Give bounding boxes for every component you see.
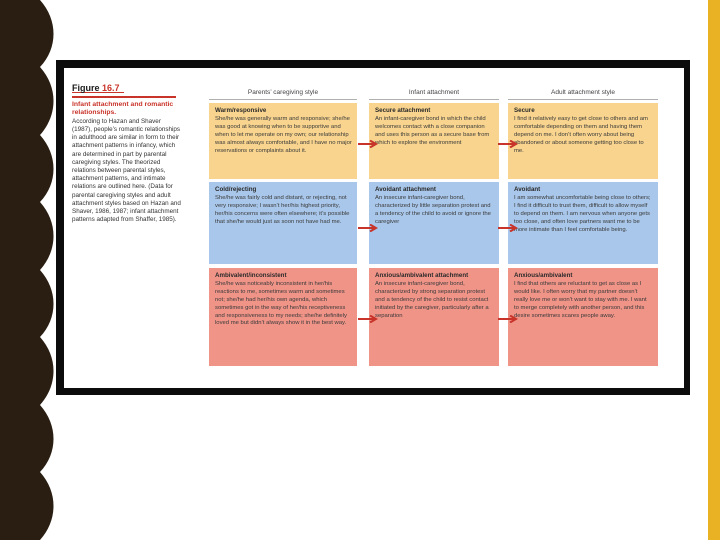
cell-text: She/he was noticeably inconsistent in her/his reactions to me, sometimes warm and sometimes not; she/he had her/his own agenda, which sometimes got in the way of her/his receptiveness and responsiveness to my needs; she/he definitely loved me but didn’t always show it in the best way.: [215, 280, 347, 327]
figure-sidebar: [72, 84, 182, 384]
cell-text: I find it relatively easy to get close to others and am comfortable depending on them and having them depend on me. I don’t often worry about being abandoned or about someone getting too close to me.: [514, 115, 648, 154]
figure-caption: According to Hazan and Shaver (1987), people’s romantic relationships in adulthood are similar in form to their attachment patterns in infancy, which are determined in part by parental caregiving styles. The theorized relations between parental styles, attachment patterns, and intimate relations are outlined here. (Data for parental caregiving styles and adult attachment styles based on Hazan and Shaver, 1986, 1987; infant attachment patterns adapted from Shaffer, 1985).: [72, 117, 181, 224]
right-arrow-icon: [358, 140, 380, 148]
figure-number-label: Figure: [72, 83, 100, 93]
figure-number: [72, 84, 124, 93]
column-rule: [369, 99, 499, 100]
figure-title: Infant attachment and romantic relationships.: [72, 100, 174, 116]
column-header-adult: Adult attachment style: [551, 89, 615, 96]
cell-text: An infant-caregiver bond in which the child welcomes contact with a close companion and uses this person as a secure base from which to explore the environment: [375, 115, 490, 146]
cell-title: Avoidant attachment: [375, 186, 436, 193]
right-arrow-icon: [358, 224, 380, 232]
cell-title: Secure: [514, 107, 535, 114]
cell-title: Avoidant: [514, 186, 541, 193]
figure-rule: [72, 96, 176, 98]
cell-text: She/he was fairly cold and distant, or rejecting, not very responsive; I wasn’t her/his highest priority, her/his concerns were often elsewhere; it’s possible that she/he would just as soon not have had me.: [215, 194, 350, 225]
cell-title: Warm/responsive: [215, 107, 267, 114]
column-rule: [508, 99, 658, 100]
cell-text: I am somewhat uncomfortable being close to others; I find it difficult to trust them, difficult to allow myself to depend on them. I am nervous when anyone gets too close, and often love partners want me to be more intimate than I feel comfortable being.: [514, 194, 651, 233]
cell-ambivalent-inconsistent: [209, 268, 357, 366]
cell-warm-responsive: [209, 103, 357, 179]
column-header-infant: Infant attachment: [408, 89, 460, 96]
cell-text: I find that others are reluctant to get as close as I would like. I often worry that my partner doesn’t really love me or won’t want to stay with me. I want to merge completely with another person, and this desire sometimes scares people away.: [514, 280, 647, 319]
column-rule: [209, 99, 357, 100]
cell-secure: [508, 103, 658, 179]
cell-avoidant-attachment: [369, 182, 499, 264]
cell-text: An insecure infant-caregiver bond, characterized by little separation protest and a tendency of the child to avoid or ignore the caregiver: [375, 194, 491, 225]
cell-text: She/he was generally warm and responsive; she/he was good at knowing when to be supportive and when to let me operate on my own; our relationship was almost always comfortable, and I have no major reservations or complaints about it.: [215, 115, 352, 154]
cell-anxious-ambivalent: [508, 268, 658, 366]
cell-secure-attachment: [369, 103, 499, 179]
cell-cold-rejecting: [209, 182, 357, 264]
right-arrow-icon: [498, 224, 520, 232]
column-header-parents: Parents’ caregiving style: [247, 89, 319, 96]
cell-title: Anxious/ambivalent: [514, 272, 573, 279]
scalloped-left-border: [0, 0, 56, 540]
cell-anxious-ambivalent-attachment: [369, 268, 499, 366]
cell-text: An insecure infant-caregiver bond, characterized by strong separation protest and a tendency of the child to resist contact initiated by the caregiver, particularly after a separation: [375, 280, 489, 319]
right-arrow-icon: [498, 140, 520, 148]
cell-title: Anxious/ambivalent attachment: [375, 272, 469, 279]
cell-title: Secure attachment: [375, 107, 431, 114]
cell-title: Ambivalent/inconsistent: [215, 272, 287, 279]
accent-bar: [708, 0, 720, 540]
cell-title: Cold/rejecting: [215, 186, 257, 193]
figure-panel: [64, 68, 684, 388]
right-arrow-icon: [358, 315, 380, 323]
cell-avoidant: [508, 182, 658, 264]
figure-number-value: 16.7: [102, 83, 120, 93]
right-arrow-icon: [498, 315, 520, 323]
